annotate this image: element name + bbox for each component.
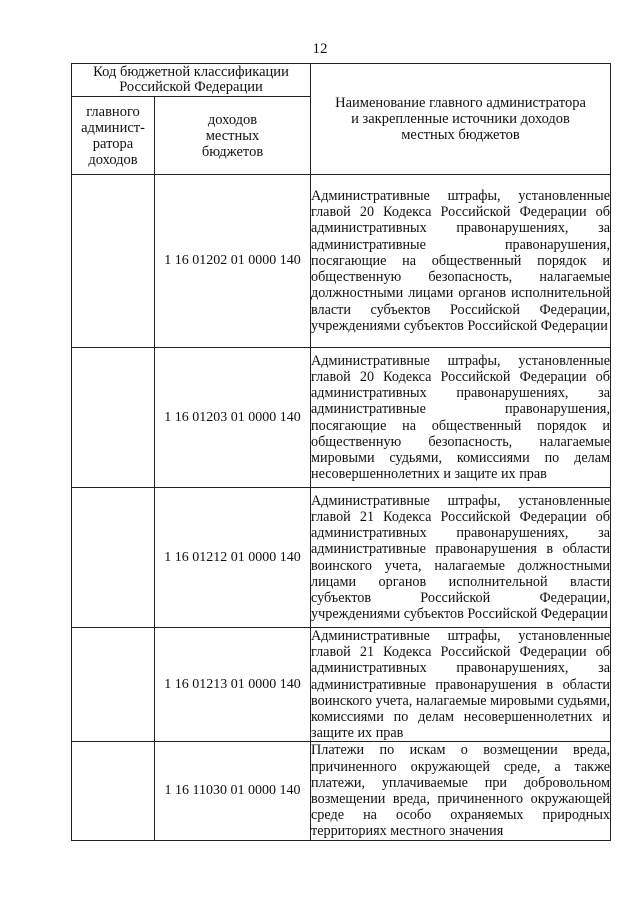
income-header-line3: бюджетов xyxy=(201,143,264,160)
name-header-line3: местных бюджетов xyxy=(401,127,520,143)
budget-class-header-line1: Код бюджетной классификации xyxy=(93,64,289,80)
table-row xyxy=(72,742,611,840)
admin-code-cell xyxy=(72,175,155,348)
admin-header-line4: доходов xyxy=(88,151,138,168)
name-column-header xyxy=(311,64,611,175)
income-code-cell: 1 16 01212 01 0000 140 xyxy=(155,488,311,628)
budget-class-header xyxy=(72,64,311,97)
income-code-cell: 1 16 01203 01 0000 140 xyxy=(155,348,311,488)
description-cell: Платежи по искам о возмещении вреда, причиненного окружающей среде, а также платежи, уплачиваемые при добровольном возмещении вреда, причиненного окружающей среде на особо охраняемых природных территориях местного значения xyxy=(311,742,610,840)
budget-classification-table xyxy=(71,63,611,841)
income-header-line1: доходов xyxy=(207,111,258,128)
description-cell: Административные штрафы, установленные главой 20 Кодекса Российской Федерации об административных правонарушениях, за административные правонарушения, посягающие на общественный порядок и общественную безопасность, налагаемые мировыми судьями, комиссиями по делам несовершеннолетних и защите их прав xyxy=(311,348,611,488)
description-cell: Административные штрафы, установленные главой 20 Кодекса Российской Федерации об административных правонарушениях, за административные правонарушения, посягающие на общественный порядок и общественную безопасность, налагаемые должностными лицами органов исполнительной власти субъектов Российской Федерации, учреждениями субъектов Российской Федерации xyxy=(311,175,611,348)
admin-header-line2: админист- xyxy=(81,119,145,136)
admin-code-cell xyxy=(72,348,155,488)
description-cell: Административные штрафы, установленные главой 21 Кодекса Российской Федерации об административных правонарушениях, за административные правонарушения в области воинского учета, налагаемые мировыми судьями, комиссиями по делам несовершеннолетних и защите их прав xyxy=(311,628,610,742)
table-row xyxy=(72,628,611,742)
income-code-cell: 1 16 01213 01 0000 140 xyxy=(155,628,311,742)
name-header-line2: и закрепленные источники доходов xyxy=(351,111,570,127)
admin-code-cell xyxy=(72,742,155,840)
income-header-line2: местных xyxy=(205,127,260,144)
admin-code-cell xyxy=(72,488,155,628)
budget-class-header-line2: Российской Федерации xyxy=(119,79,263,95)
admin-header-line1: главного xyxy=(86,103,140,120)
income-column-header xyxy=(155,97,311,175)
name-header-line1: Наименование главного администратора xyxy=(335,95,586,111)
income-code-cell: 1 16 01202 01 0000 140 xyxy=(155,175,311,348)
page-number: 12 xyxy=(312,41,328,57)
table-row xyxy=(72,175,611,348)
income-code-cell: 1 16 11030 01 0000 140 xyxy=(155,742,311,840)
table-row xyxy=(72,348,611,488)
description-cell: Административные штрафы, установленные главой 21 Кодекса Российской Федерации об административных правонарушениях, за административные правонарушения в области воинского учета, налагаемые должностными лицами органов исполнительной власти субъектов Российской Федерации, учреждениями субъектов Российской Федерации xyxy=(311,488,611,628)
table-row xyxy=(72,488,611,628)
admin-code-cell xyxy=(72,628,155,742)
admin-column-header xyxy=(72,97,155,175)
admin-header-line3: ратора xyxy=(92,135,134,152)
